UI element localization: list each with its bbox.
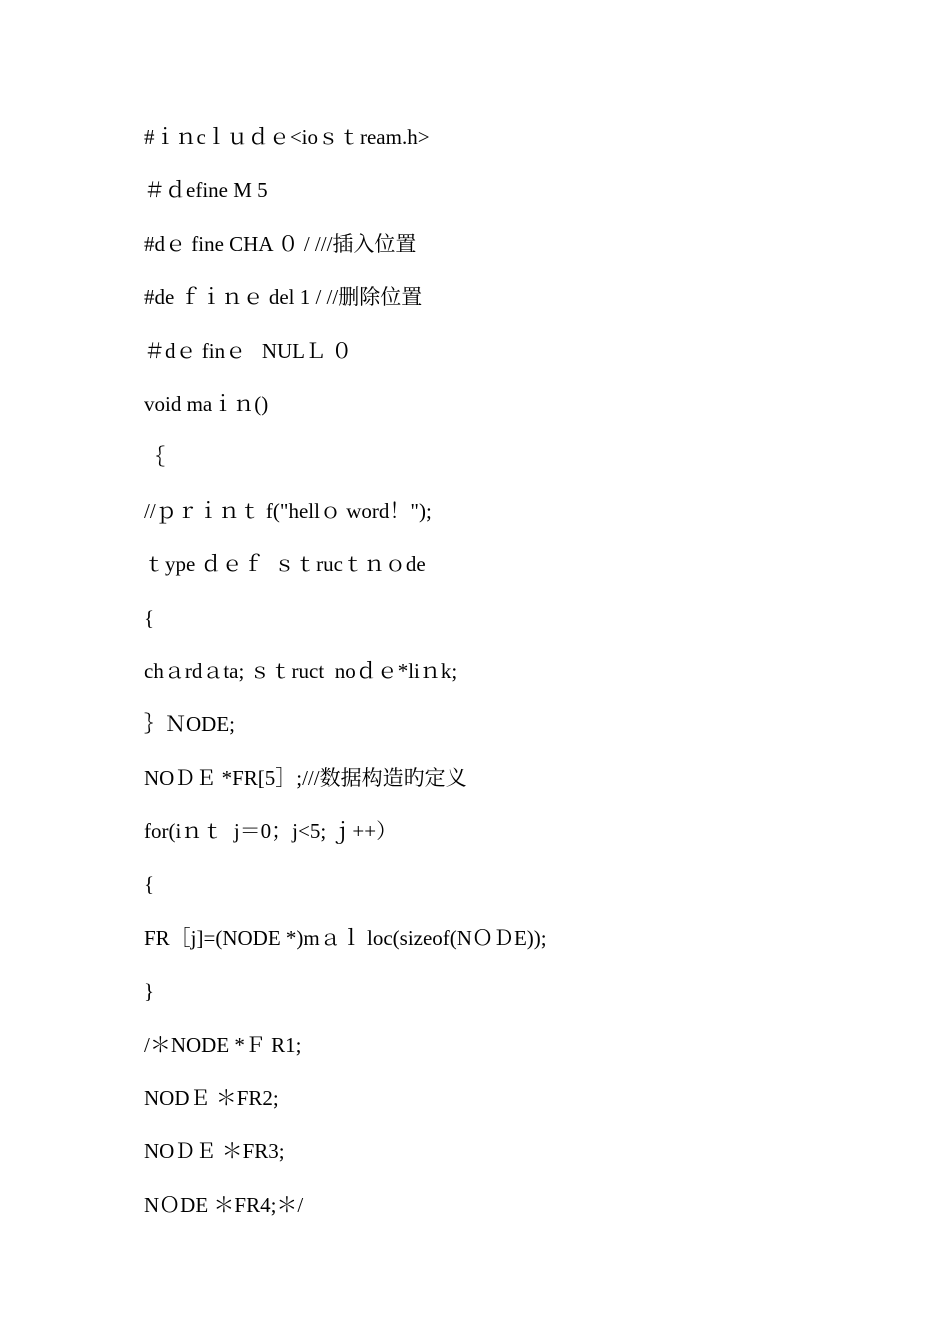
code-line-loop-open: { (144, 872, 155, 897)
code-line-open-brace: ｛ (144, 445, 165, 470)
code-line-for-loop: for(iｎｔ j＝0；j<5; ｊ++） (144, 819, 398, 844)
code-line-fr3: NOＤＥ ＊FR3; (144, 1139, 285, 1164)
code-listing (144, 120, 904, 1241)
code-line-define-m: ＃ｄefine M 5 (144, 178, 268, 203)
code-line-define-del: #de ｆｉｎｅ del 1 / //删除位置 (144, 285, 423, 310)
code-line-fr4: NＯDE ＊FR4;＊/ (144, 1192, 304, 1217)
code-line-main: void maｉｎ() (144, 391, 269, 416)
code-line-printf-comment: //ｐｒｉｎｔ f("hellｏ word！"); (144, 498, 432, 523)
code-line-typedef: ｔype ｄｅｆ ｓｔrucｔｎｏde (144, 552, 426, 577)
code-line-struct-close: ｝ＮODE; (144, 712, 235, 737)
code-line-malloc: FR［j]=(NODE *)mａｌ loc(sizeof(NＯＤE)); (144, 925, 547, 950)
code-line-loop-close: } (144, 979, 155, 1004)
code-line-struct-open: { (144, 605, 155, 630)
code-line-fr-array: NOＤＥ *FR[5］;///数据构造旳定义 (144, 765, 467, 790)
code-line-fr1: /＊NODE *Ｆ R1; (144, 1032, 302, 1057)
code-line-define-cha: #dｅ fine CHA ０ / ///插入位置 (144, 231, 417, 256)
code-line-struct-fields: chａrdａta; ｓｔruct noｄｅ*liｎk; (144, 658, 458, 683)
code-line-fr2: NODＥ ＊FR2; (144, 1086, 279, 1111)
code-line-include: #ｉｎcｌｕｄｅ<ioｓｔream.h> (144, 125, 430, 149)
code-line-define-null: ＃dｅ finｅ NULＬ ０ (144, 338, 353, 363)
